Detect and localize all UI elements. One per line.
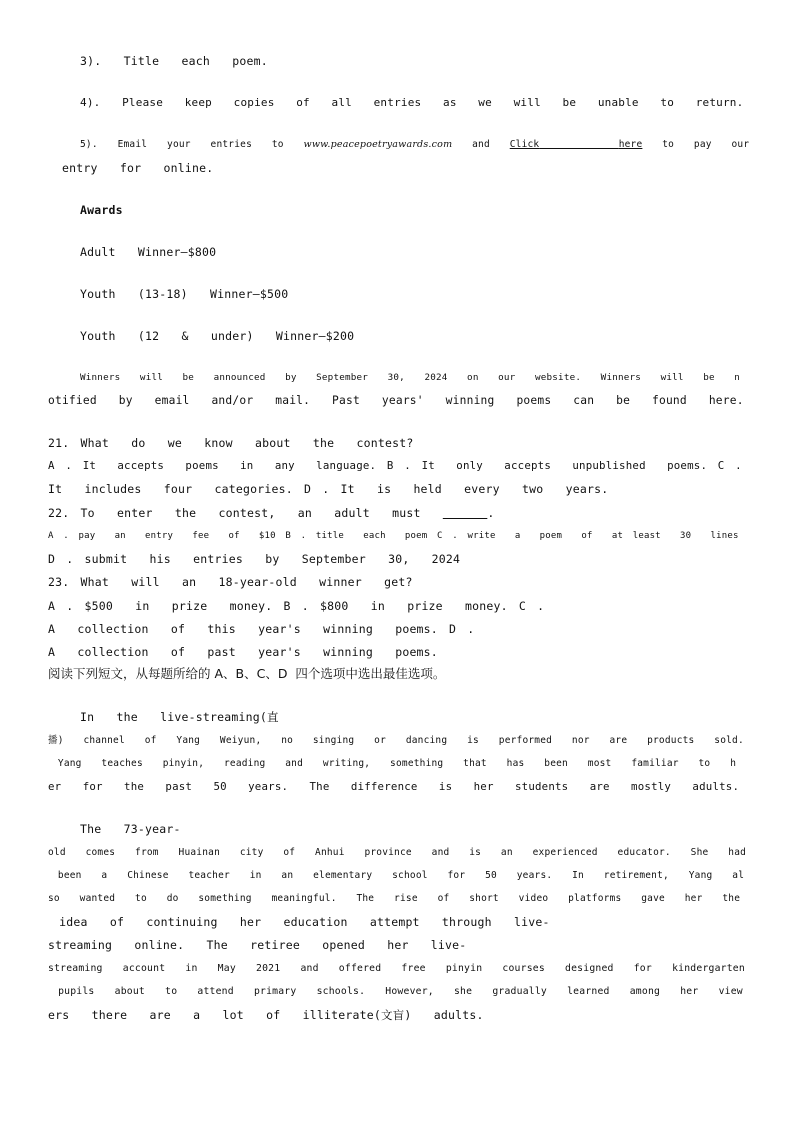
instruction-item-5-mid: and [452, 139, 510, 150]
question-21-stem: 21. What do we know about the contest? [48, 436, 414, 450]
question-22-options-line2: D . submit his entries by September 30, 2024 [48, 552, 461, 566]
passage-p2-line3: been a Chinese teacher in an elementary school for 50 years. In retirement, Yang al [48, 870, 745, 881]
instruction-item-3: 3). Title each poem. [80, 54, 268, 68]
question-23-options-line2: A collection of this year's winning poems. D . [48, 622, 475, 636]
question-23-stem: 23. What will an 18-year-old winner get? [48, 575, 413, 589]
passage-p1-line3: Yang teaches pinyin, reading and writing, something that has been most familiar to h [48, 758, 737, 769]
answer-blank [443, 506, 488, 520]
winners-note-line2: otified by email and/or mail. Past years' winning poems can be found here. [48, 394, 744, 407]
passage-p2-line8: pupils about to attend primary schools. However, she gradually learned among her view [48, 986, 743, 997]
question-23-options-line1: A . $500 in prize money. B . $800 in prize money. C . [48, 599, 545, 613]
website-url: www.peacepoetryawards.com [303, 139, 453, 150]
award-youth-12-under: Youth (12 & under) Winner—$200 [80, 329, 355, 343]
passage-p2-line5: idea of continuing her education attempt through live- [48, 915, 550, 929]
passage-p1-line2: 播) channel of Yang Weiyun, no singing or dancing is performed nor are products sold. [48, 735, 744, 746]
passage-p2-line6: streaming online. The retiree opened her live- [48, 938, 467, 952]
instruction-item-5-line2: entry for online. [62, 161, 214, 175]
instruction-item-5-lead: 5). Email your entries to [80, 139, 304, 150]
question-21-options-line2: It includes four categories. D . It is held every two years. [48, 482, 609, 496]
question-22-stem: 22. To enter the contest, an adult must . [48, 506, 495, 520]
instruction-item-4: 4). Please keep copies of all entries as we will be unable to return. [80, 96, 744, 109]
passage-p2-line7: streaming account in May 2021 and offered free pinyin courses designed for kindergarten [48, 963, 745, 974]
passage-p2-line4: so wanted to do something meaningful. The rise of short video platforms gave her the [48, 893, 741, 904]
reading-directions: 阅读下列短文，从每题所给的 A、B、C、D 四个选项中选出最佳选项。 [48, 666, 446, 681]
instruction-item-5-tail: to pay our [642, 139, 750, 150]
passage-p2-line2: old comes from Huainan city of Anhui province and is an experienced educator. She had [48, 847, 747, 858]
instruction-item-5 [80, 137, 748, 153]
click-here-link[interactable]: Click here [509, 139, 643, 150]
passage-p1-line1: In the live-streaming(直 [80, 710, 279, 724]
award-adult: Adult Winner—$800 [80, 245, 217, 259]
winners-note-line1: Winners will be announced by September 30, 2024 on our website. Winners will be n [80, 372, 741, 383]
passage-p1-line4: er for the past 50 years. The difference is her students are mostly adults. [48, 780, 740, 793]
question-21-options-line1: A . It accepts poems in any language. B . It only accepts unpublished poems. C . [48, 459, 742, 472]
question-22-options-line1: A . pay an entry fee of $10 B . title each poem C . write a poem of at least 30 lines [48, 531, 739, 541]
question-23-options-line3: A collection of past year's winning poems. [48, 645, 438, 659]
award-youth-13-18: Youth (13-18) Winner—$500 [80, 287, 289, 301]
awards-heading: Awards [80, 203, 123, 217]
passage-p2-line9: ers there are a lot of illiterate(文盲) adults. [48, 1008, 484, 1022]
passage-p2-line1: The 73-year- [80, 822, 181, 836]
